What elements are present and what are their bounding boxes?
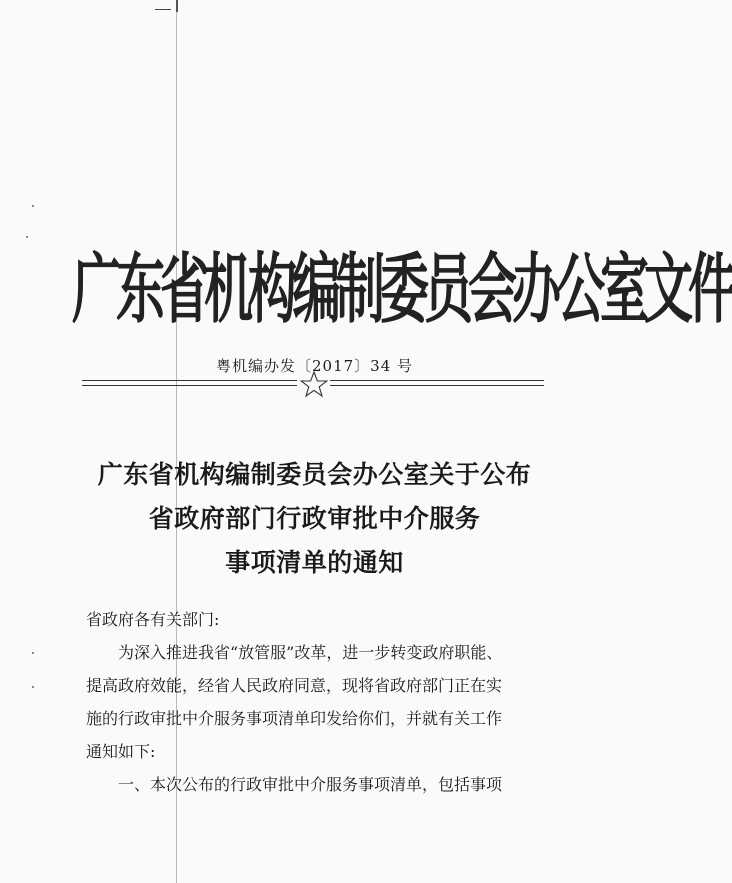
scan-dot (32, 205, 34, 207)
scan-dot (32, 652, 34, 654)
body-paragraph-line: 提高政府效能，经省人民政府同意，现将省政府部门正在实 (86, 676, 503, 695)
scan-dot (26, 236, 28, 238)
body-paragraph-line: 为深入推进我省“放管服”改革，进一步转变政府职能、 (118, 643, 503, 662)
document-title-line-2: 省政府部门行政审批中介服务 (148, 504, 481, 533)
salutation: 省政府各有关部门: (86, 610, 220, 629)
body-paragraph-line: 通知如下: (86, 742, 156, 761)
scan-fold-line (176, 0, 177, 883)
document-title-line-1: 广东省机构编制委员会办公室关于公布 (97, 460, 532, 489)
issuer-header-title: 广东省机构编制委员会办公室文件 (72, 245, 732, 334)
scan-mark (176, 0, 178, 12)
document-number: 粤机编办发〔2017〕34 号 (215, 357, 414, 375)
scan-mark (155, 9, 171, 10)
scan-dot (32, 686, 34, 688)
separator-rule-left (82, 380, 297, 381)
document-title-line-3: 事项清单的通知 (225, 548, 404, 577)
separator-rule-right (330, 385, 544, 386)
body-paragraph-line: 一、本次公布的行政审批中介服务事项清单，包括事项 (118, 775, 503, 794)
star-icon (299, 370, 329, 398)
separator-rule-right (330, 380, 544, 381)
body-paragraph-line: 施的行政审批中介服务事项清单印发给你们，并就有关工作 (86, 709, 503, 728)
separator-rule-left (82, 385, 297, 386)
